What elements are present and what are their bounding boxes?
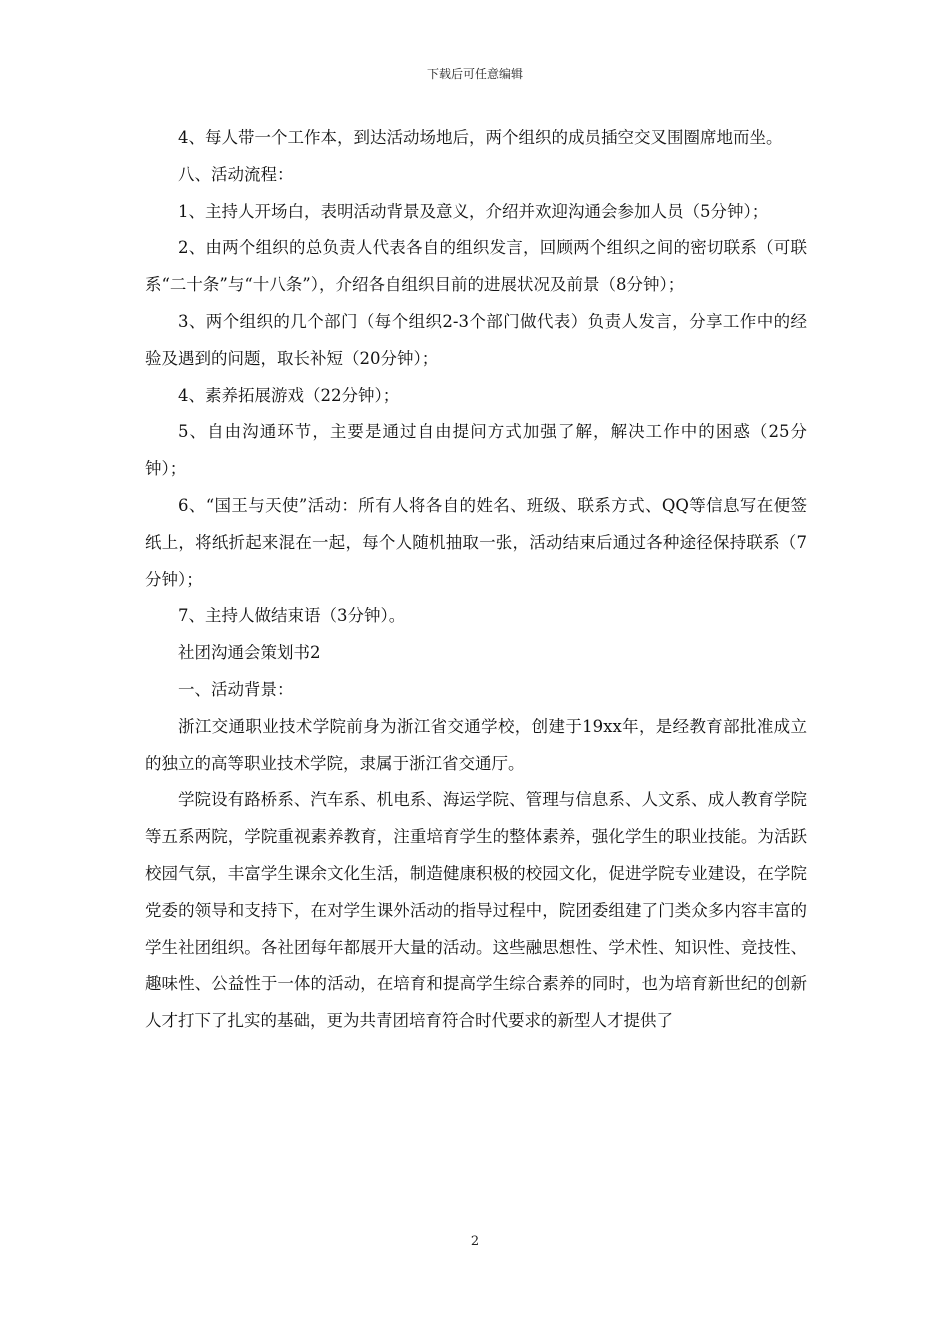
section-heading: 八、活动流程： [178,164,294,184]
paragraph: 学院设有路桥系、汽车系、机电系、海运学院、管理与信息系、人文系、成人教育学院等五系两院，学院重视素养教育，注重培育学生的整体素养，强化学生的职业技能。为活跃校园气氛，丰富学生课余文化生活，制造健康积极的校园文化，促进学院专业建设，在学院党委的领导和支持下，在对学生课外活动的指导过程中，院团委组建了门类众多内容丰富的学生社团组织。各社团每年都展开大量的活动。这些融思想性、学术性、知识性、竞技性、趣味性、公益性于一体的活动，在培育和提高学生综合素养的同时，也为培育新世纪的创新人才打下了扎实的基础，更为共青团培育符合时代要求的新型人才提供了 [145,790,807,1031]
paragraph: 浙江交通职业技术学院前身为浙江省交通学校，创建于19xx年，是经教育部批准成立的独立的高等职业技术学院，隶属于浙江省交通厅。 [145,716,807,773]
list-item: 7、主持人做结束语（3分钟）。 [178,606,406,626]
document-body [145,120,807,1040]
section-heading: 一、活动背景： [178,679,294,699]
list-item: 2、由两个组织的总负责人代表各自的组织发言，回顾两个组织之间的密切联系（可联系“二十条”与“十八条”），介绍各自组织目前的进展状况及前景（8分钟）； [145,238,807,295]
page-header: 下载后可任意编辑 [426,67,523,81]
list-item: 4、素养拓展游戏（22分钟）； [178,385,400,405]
paragraph: 4、每人带一个工作本，到达活动场地后，两个组织的成员插空交叉围圈席地而坐。 [178,128,783,147]
list-item: 5、自由沟通环节，主要是通过自由提问方式加强了解，解决工作中的困惑（25分钟）； [145,422,807,479]
document-title: 社团沟通会策划书2 [178,643,321,663]
list-item: 1、主持人开场白，表明活动背景及意义，介绍并欢迎沟通会参加人员（5分钟）； [178,201,769,221]
list-item: 3、两个组织的几个部门（每个组织2-3个部门做代表）负责人发言，分享工作中的经验及遇到的问题，取长补短（20分钟）； [145,311,807,368]
page-number: 2 [470,1234,480,1249]
list-item: 6、“国王与天使”活动：所有人将各自的姓名、班级、联系方式、QQ等信息写在便签纸上，将纸折起来混在一起，每个人随机抽取一张，活动结束后通过各种途径保持联系（7分钟）； [145,495,807,589]
